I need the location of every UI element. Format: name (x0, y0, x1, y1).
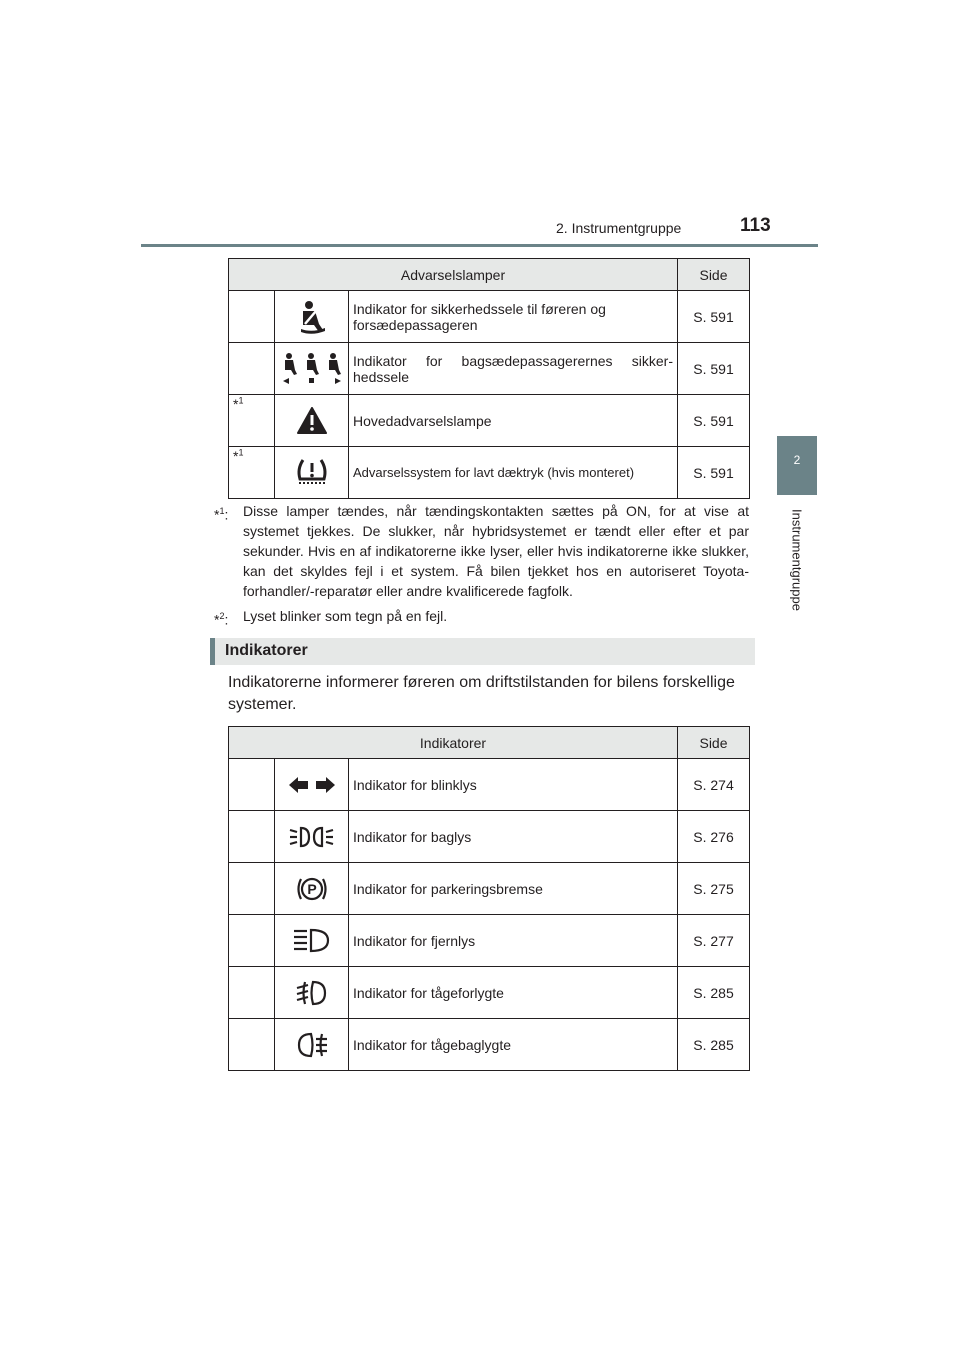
chapter-tab-number: 2 (793, 453, 801, 467)
parking-brake-icon (275, 863, 349, 915)
column-header-page: Side (678, 259, 750, 291)
column-header-indicators: Indikatorer (229, 727, 678, 759)
turn-signal-icon (275, 759, 349, 811)
footnote-text: Disse lamper tændes, når tændingskontakten sættes på ON, for at vise at systemet tjekkes. De slukker, når hybridsystemet er tændt eller efter et par sekunder. Hvis en af indikatorerne ikke lyser, eller hvis indikatorerne ikke slukker, kan det skyldes fejl i et system. Få bilen tjekket hos en autoriseret Toyota-forhandler/-reparatør eller andre kvalificerede fagfolk. (243, 503, 749, 599)
page-reference: S. 285 (678, 967, 750, 1019)
note-cell (229, 1019, 275, 1071)
footnote (214, 501, 749, 601)
warning-lamps-table (228, 258, 750, 499)
table-row (229, 343, 750, 395)
indicator-text: Indikator for tågeforlygte (349, 967, 678, 1019)
indicator-text: Indikator for fjernlys (349, 915, 678, 967)
section-title: Indikatorer (225, 642, 308, 659)
note-cell (229, 343, 275, 395)
svg-text:P: P (306, 880, 317, 897)
warning-text: Advarselssystem for lavt dæktryk (hvis monteret) (349, 447, 678, 499)
table-row (229, 1019, 750, 1071)
column-header-page: Side (678, 727, 750, 759)
note-cell (229, 759, 275, 811)
page-reference: S. 275 (678, 863, 750, 915)
note-cell (229, 863, 275, 915)
indicator-text: Indikator for baglys (349, 811, 678, 863)
footnote-marker: *$^2$: (214, 611, 229, 628)
rear-fog-light-icon (275, 1019, 349, 1071)
page-reference: S. 591 (678, 291, 750, 343)
table-header-row (229, 727, 750, 759)
note-cell (229, 915, 275, 967)
page-reference: S. 276 (678, 811, 750, 863)
page-number: 113 (740, 215, 771, 236)
chapter-tab (777, 436, 817, 495)
indicator-text: Indikator for tågebaglygte (349, 1019, 678, 1071)
table-row (229, 967, 750, 1019)
tire-pressure-icon (275, 447, 349, 499)
indicator-text: Indikator for parkeringsbremse (349, 863, 678, 915)
footnote-text: Lyset blinker som tegn på en fejl. (243, 608, 448, 624)
chapter-tab-label-container (772, 500, 822, 620)
note-cell (229, 811, 275, 863)
chapter-tab-label: Instrumentgruppe (789, 509, 805, 611)
note-cell (229, 291, 275, 343)
table-row (229, 759, 750, 811)
indicators-table (228, 726, 750, 1071)
footnote-marker: *$^1$ (233, 447, 244, 464)
warning-triangle-icon (275, 395, 349, 447)
column-header-warning-lamps: Advarselslamper (229, 259, 678, 291)
table-row (229, 915, 750, 967)
seatbelt-icon (275, 291, 349, 343)
warning-text: Hovedadvarselslampe (349, 395, 678, 447)
warning-text: Indikator for bagsædepassagerernes sikker-hedssele (349, 343, 678, 395)
page-reference: S. 591 (678, 395, 750, 447)
header-divider (141, 244, 818, 247)
warning-text: Indikator for sikkerhedssele til føreren og forsædepassageren (349, 291, 678, 343)
chapter-title: 2. Instrumentgruppe (556, 220, 682, 236)
table-row (229, 291, 750, 343)
note-cell (229, 447, 275, 499)
indicator-text: Indikator for blinklys (349, 759, 678, 811)
table-row (229, 863, 750, 915)
front-fog-light-icon (275, 967, 349, 1019)
page-reference: S. 285 (678, 1019, 750, 1071)
footnote (214, 606, 749, 626)
table-row (229, 811, 750, 863)
note-cell (229, 395, 275, 447)
page-reference: S. 591 (678, 447, 750, 499)
footnote-marker: *$^1$: (214, 506, 229, 523)
note-cell (229, 967, 275, 1019)
section-heading (210, 638, 755, 665)
rear-seatbelts-icon (275, 343, 349, 395)
page-reference: S. 591 (678, 343, 750, 395)
page-reference: S. 274 (678, 759, 750, 811)
table-row (229, 395, 750, 447)
table-header-row (229, 259, 750, 291)
tail-light-icon (275, 811, 349, 863)
page-reference: S. 277 (678, 915, 750, 967)
footnote-marker: *$^1$ (233, 395, 244, 412)
high-beam-icon (275, 915, 349, 967)
table-row (229, 447, 750, 499)
section-intro: Indikatorerne informerer føreren om driftstilstanden for bilens forskellige systemer. (228, 674, 735, 713)
